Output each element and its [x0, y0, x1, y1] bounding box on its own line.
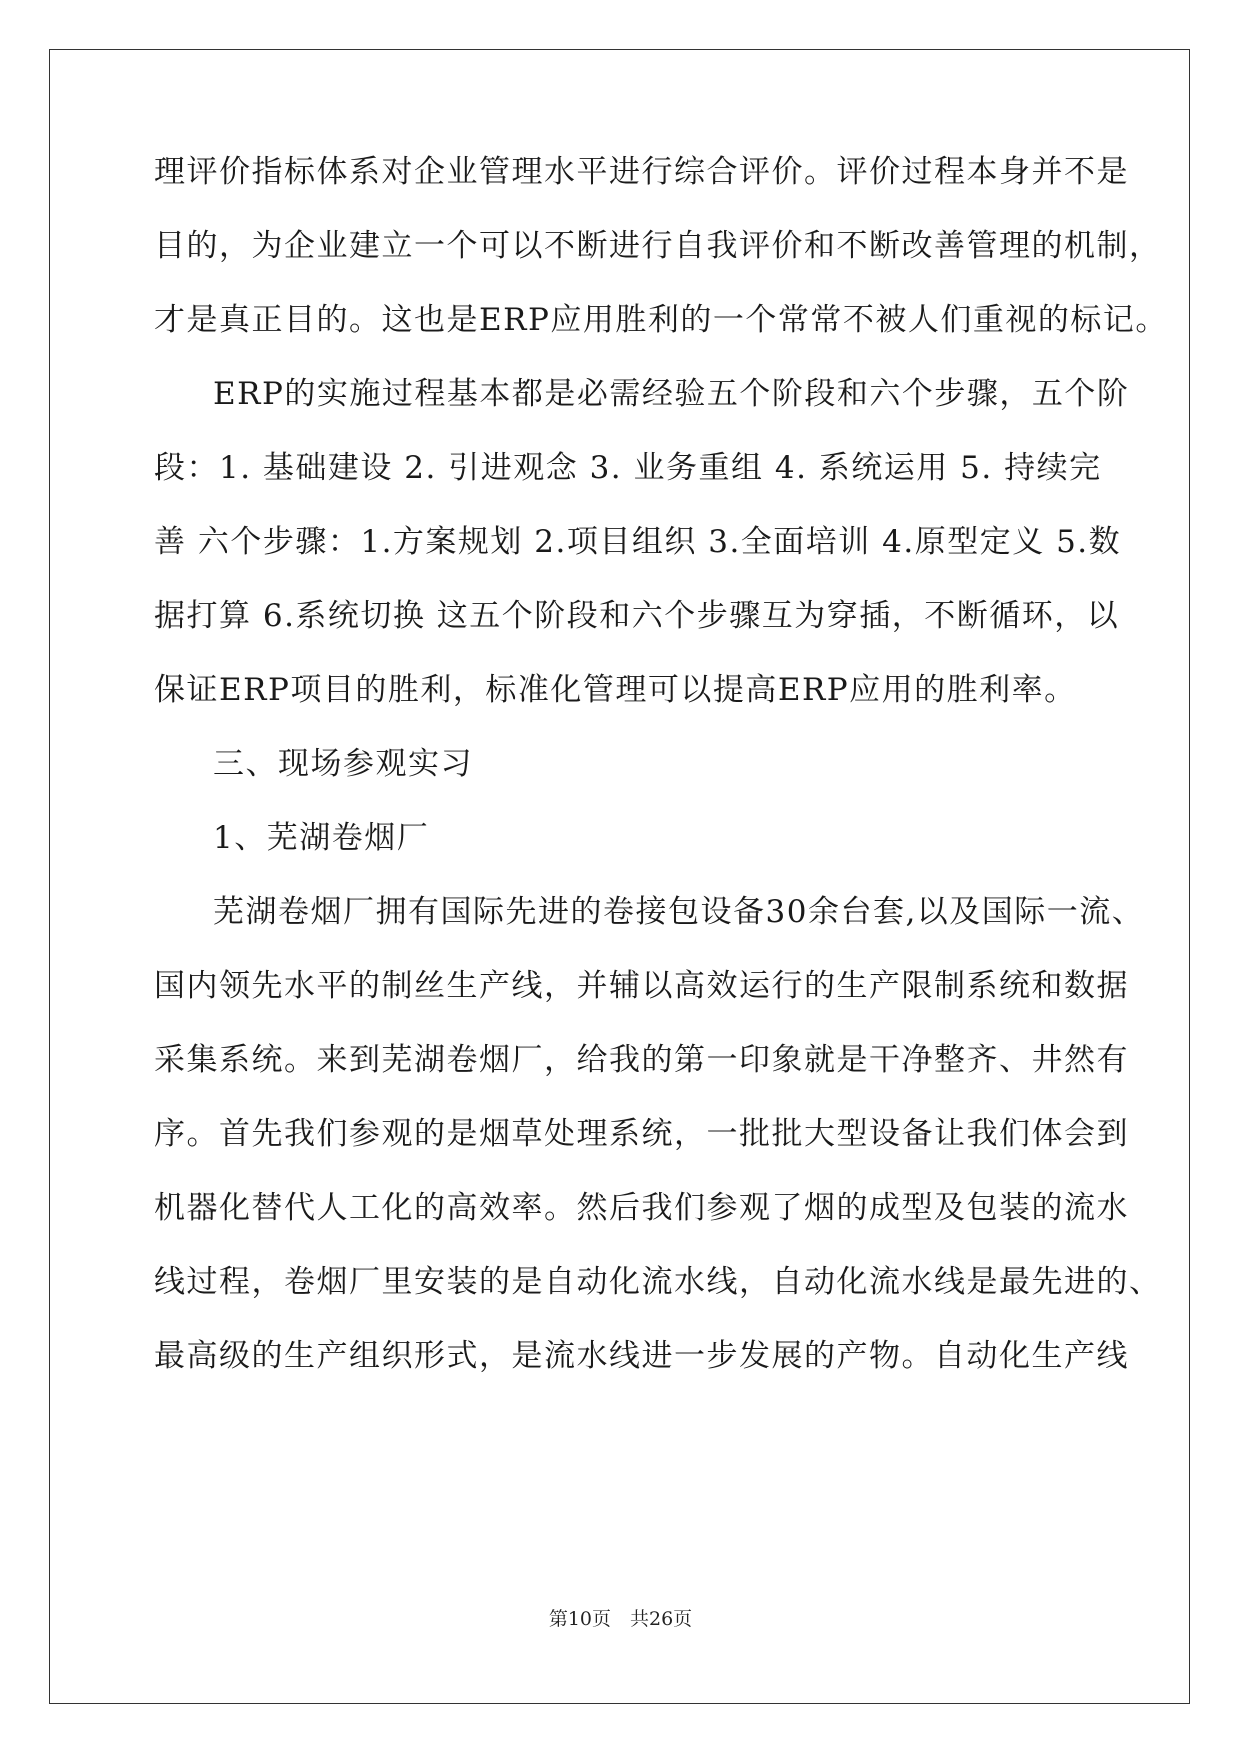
- paragraph-first-line: 芜湖卷烟厂拥有国际先进的卷接包设备30余台套,以及国际一流、: [213, 894, 1145, 930]
- text-line: 保证ERP项目的胜利，标准化管理可以提高ERP应用的胜利率。: [154, 672, 1077, 708]
- section-heading: 三、现场参观实习: [213, 746, 473, 782]
- text-line: 段：1. 基础建设 2. 引进观念 3. 业务重组 4. 系统运用 5. 持续完: [154, 450, 1102, 486]
- text-line: 理评价指标体系对企业管理水平进行综合评价。评价过程本身并不是: [154, 154, 1129, 190]
- subsection-heading: 1、芜湖卷烟厂: [213, 820, 430, 856]
- text-line: 序。首先我们参观的是烟草处理系统，一批批大型设备让我们体会到: [154, 1116, 1129, 1152]
- text-line: 才是真正目的。这也是ERP应用胜利的一个常常不被人们重视的标记。: [154, 302, 1168, 338]
- text-line: 机器化替代人工化的高效率。然后我们参观了烟的成型及包装的流水: [154, 1190, 1129, 1226]
- page-border: [49, 49, 1190, 1704]
- text-line: 线过程，卷烟厂里安装的是自动化流水线，自动化流水线是最先进的、: [154, 1264, 1162, 1300]
- page-number: 第10页 共26页: [548, 1608, 693, 1630]
- text-line: 国内领先水平的制丝生产线，并辅以高效运行的生产限制系统和数据: [154, 968, 1129, 1004]
- text-line: 采集系统。来到芜湖卷烟厂，给我的第一印象就是干净整齐、井然有: [154, 1042, 1129, 1078]
- paragraph-first-line: ERP的实施过程基本都是必需经验五个阶段和六个步骤，五个阶: [213, 376, 1130, 412]
- text-line: 据打算 6.系统切换 这五个阶段和六个步骤互为穿插，不断循环，以: [154, 598, 1120, 634]
- text-line: 目的，为企业建立一个可以不断进行自我评价和不断改善管理的机制，: [154, 228, 1162, 264]
- text-line: 最高级的生产组织形式，是流水线进一步发展的产物。自动化生产线: [154, 1338, 1129, 1374]
- text-line: 善 六个步骤：1.方案规划 2.项目组织 3.全面培训 4.原型定义 5.数: [154, 524, 1122, 560]
